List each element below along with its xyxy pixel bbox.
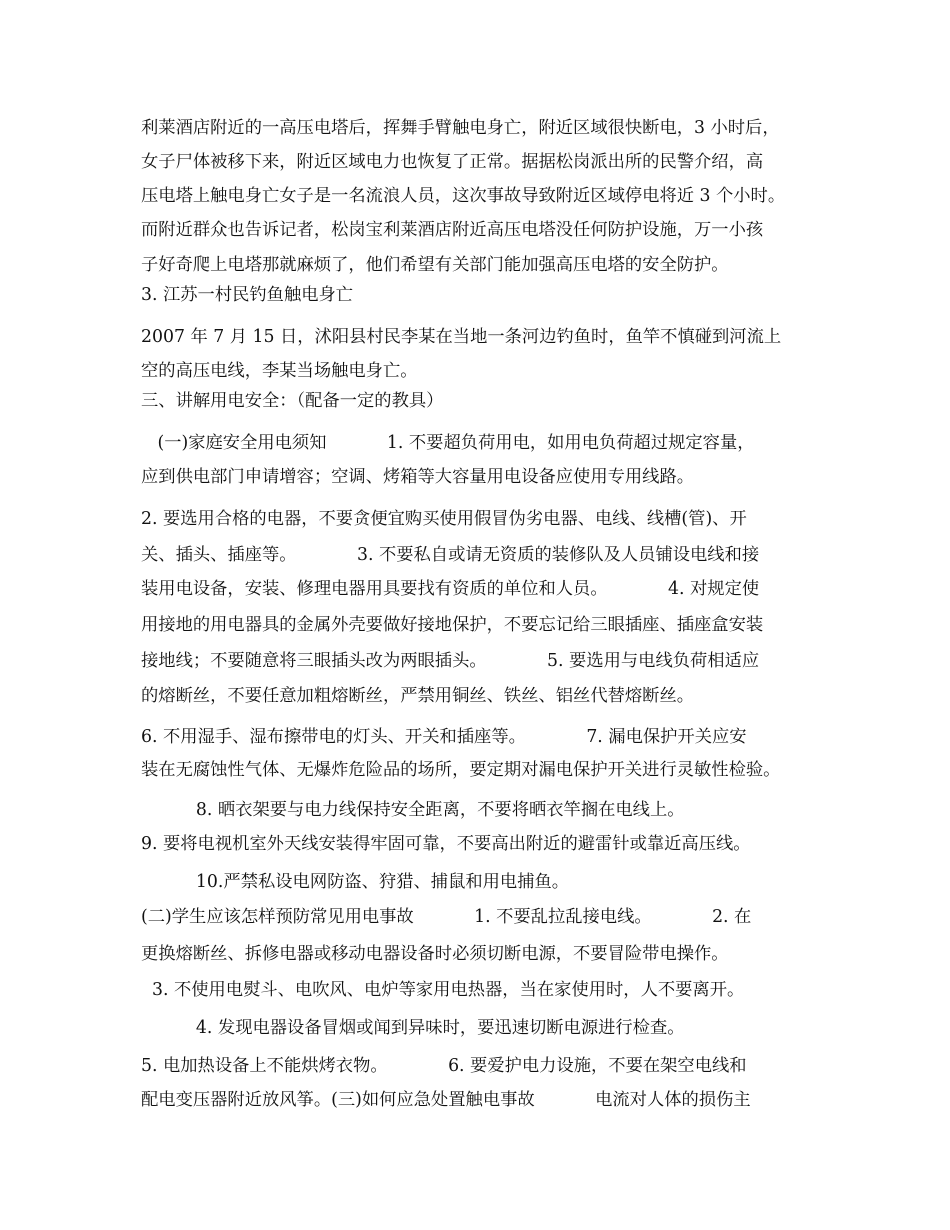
text-line-11: 应到供电部门申请增容；空调、烤箱等大容量用电设备应使用专用线路。 [141, 467, 695, 487]
section-heading: 三、讲解用电安全：（配备一定的教具） [141, 391, 444, 411]
text-line-23: (二)学生应该怎样预防常见用电事故 1. 不要乱拉乱接电线。 2. 在 [141, 907, 752, 927]
text-line-20: 8. 晒衣架要与电力线保持安全距离，不要将晒衣竿搁在电线上。 [141, 800, 685, 820]
text-line-5: 子好奇爬上电塔那就麻烦了，他们希望有关部门能加强高压电塔的安全防护。 [141, 255, 729, 275]
text-line-6: 3. 江苏一村民钓鱼触电身亡 [141, 285, 354, 305]
text-line-4: 而附近群众也告诉记者，松岗宝利莱酒店附近高压电塔没任何防护设施，万一小孩 [141, 220, 764, 240]
text-line-22: 10.严禁私设电网防盗、狩猎、捕鼠和用电捕鱼。 [141, 872, 570, 892]
text-line-2: 女子尸体被移下来，附近区域电力也恢复了正常。据据松岗派出所的民警介绍，高 [141, 152, 764, 172]
text-line-26: 4. 发现电器设备冒烟或闻到异味时，要迅速切断电源进行检查。 [141, 1018, 685, 1038]
text-line-12: 2. 要选用合格的电器，不要贪便宜购买使用假冒伪劣电器、电线、线槽(管)、开 [141, 509, 747, 529]
text-line-10: (一)家庭安全用电须知 1. 不要超负荷用电，如用电负荷超过规定容量， [141, 433, 755, 453]
text-line-27: 5. 电加热设备上不能烘烤衣物。 6. 要爱护电力设施，不要在架空电线和 [141, 1056, 747, 1076]
text-line-14: 装用电设备，安装、修理电器用具要找有资质的单位和人员。 4. 对规定使 [141, 579, 760, 599]
text-line-1: 利莱酒店附近的一高压电塔后，挥舞手臂触电身亡，附近区域很快断电，3 小时后， [141, 118, 780, 138]
text-line-18: 6. 不用湿手、湿布擦带电的灯头、开关和插座等。 7. 漏电保护开关应安 [141, 727, 747, 747]
text-line-24: 更换熔断丝、拆修电器或移动电器设备时必须切断电源，不要冒险带电操作。 [141, 944, 729, 964]
text-line-3: 压电塔上触电身亡女子是一名流浪人员，这次事故导致附近区域停电将近 3 个小时。 [141, 186, 786, 206]
text-line-8: 空的高压电线，李某当场触电身亡。 [141, 361, 418, 381]
text-line-19: 装在无腐蚀性气体、无爆炸危险品的场所，要定期对漏电保护开关进行灵敏性检验。 [141, 760, 781, 780]
text-line-13: 关、插头、插座等。 3. 不要私自或请无资质的装修队及人员铺设电线和接 [141, 545, 760, 565]
text-line-15: 用接地的用电器具的金属外壳要做好接地保护，不要忘记给三眼插座、插座盒安装 [141, 615, 764, 635]
text-line-21: 9. 要将电视机室外天线安装得牢固可靠，不要高出附近的避雷针或靠近高压线。 [141, 834, 751, 854]
text-line-17: 的熔断丝，不要任意加粗熔断丝，严禁用铜丝、铁丝、铝丝代替熔断丝。 [141, 686, 695, 706]
text-line-7: 2007 年 7 月 15 日，沭阳县村民李某在当地一条河边钓鱼时，鱼竿不慎碰到河流上 [141, 327, 782, 347]
text-line-16: 接地线；不要随意将三眼插头改为两眼插头。 5. 要选用与电线负荷相适应 [141, 651, 760, 671]
text-line-25: 3. 不使用电熨斗、电吹风、电炉等家用电热器，当在家使用时，人不要离开。 [141, 980, 745, 1000]
text-line-28: 配电变压器附近放风筝。(三)如何应急处置触电事故 电流对人体的损伤主 [141, 1090, 751, 1110]
